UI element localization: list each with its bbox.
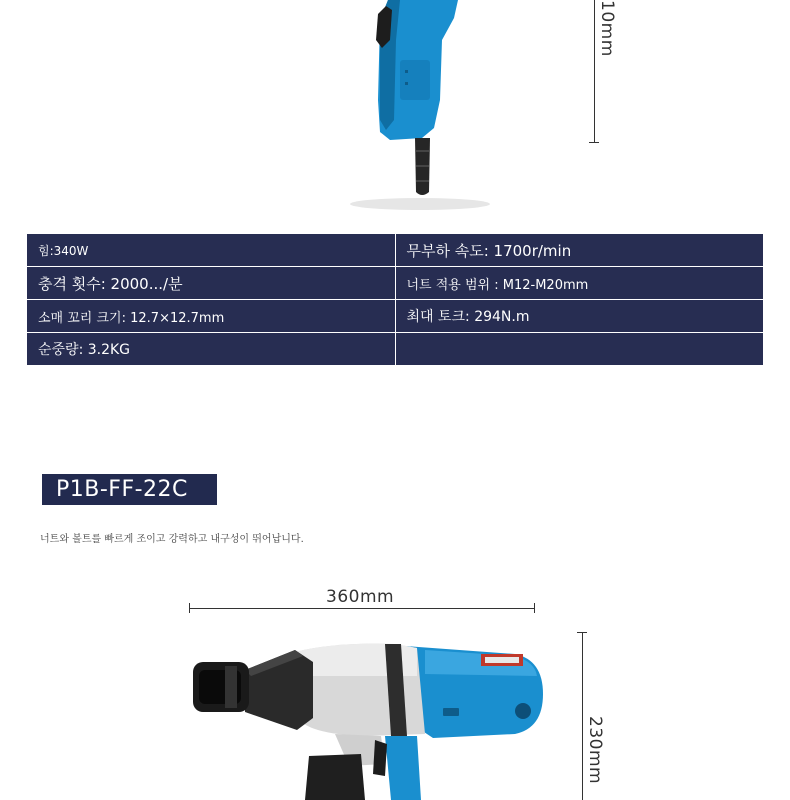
dimension-label-height: 230mm	[585, 716, 605, 785]
dimension-label-top: 10mm	[597, 0, 617, 57]
spec-max-torque: 최대 토크: 294N.m	[395, 300, 764, 333]
spec-nut-range: 너트 적용 범위 : M12-M20mm	[395, 267, 764, 300]
model-name-badge: P1B-FF-22C	[42, 474, 217, 505]
spec-net-weight: 순중량: 3.2KG	[27, 333, 396, 366]
table-row	[27, 234, 764, 267]
dimension-label-width: 360mm	[326, 587, 395, 607]
model-tagline: 너트와 볼트를 빠르게 조이고 강력하고 내구성이 뛰어납니다.	[40, 534, 304, 545]
table-row	[27, 267, 764, 300]
table-row	[27, 300, 764, 333]
table-row	[27, 333, 764, 366]
wrench-top-image	[330, 0, 510, 220]
specs-table	[26, 233, 764, 366]
spec-power: 힘:340W	[27, 234, 396, 267]
dimension-tick-right	[534, 603, 535, 613]
impact-wrench-image	[185, 636, 555, 800]
dimension-tick-top	[589, 142, 599, 143]
spec-impact-rate: 충격 횟수: 2000.../분	[27, 267, 396, 300]
dimension-line-height	[582, 632, 583, 800]
dimension-tick-height-top	[577, 632, 587, 633]
spec-empty	[395, 333, 764, 366]
spec-no-load-speed: 무부하 속도: 1700r/min	[395, 234, 764, 267]
spec-square-drive: 소매 꼬리 크기: 12.7×12.7mm	[27, 300, 396, 333]
dimension-line-top	[594, 0, 595, 142]
dimension-line-width	[189, 608, 535, 609]
dimension-tick-left	[189, 603, 190, 613]
